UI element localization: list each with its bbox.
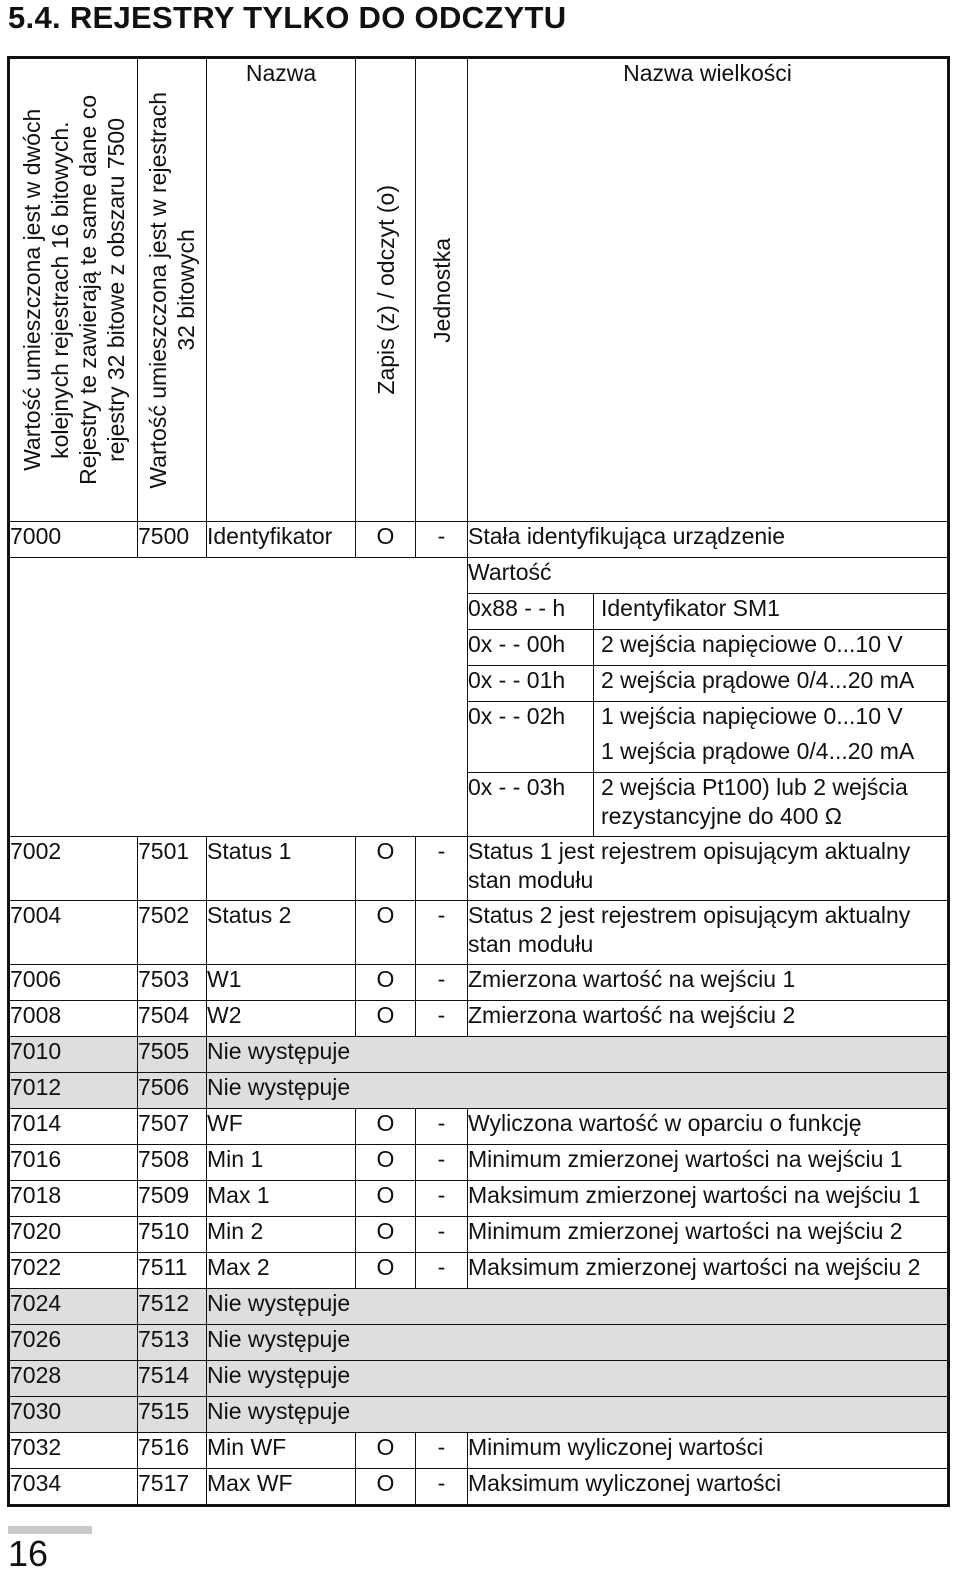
header-name: Nazwa (207, 58, 356, 522)
reg32-cell: 7503 (138, 965, 207, 1001)
reg16-cell: 7022 (9, 1253, 138, 1289)
page-number: 16 (8, 1533, 49, 1574)
description-cell: Zmierzona wartość na wejściu 1 (468, 965, 949, 1001)
description-cell: Stała identyfikująca urządzenie (468, 522, 949, 558)
name-cell: Min 1 (207, 1145, 356, 1181)
name-cell: Max 1 (207, 1181, 356, 1217)
name-cell: Max WF (207, 1469, 356, 1506)
unit-cell: - (416, 1469, 468, 1506)
reg16-cell: 7028 (9, 1361, 138, 1397)
table-row (9, 837, 949, 901)
reg32-cell: 7514 (138, 1361, 207, 1397)
reg16-cell: 7030 (9, 1397, 138, 1433)
description-cell: Maksimum zmierzonej wartości na wejściu 1 (468, 1181, 949, 1217)
table-row (9, 1145, 949, 1181)
registers-table (7, 56, 950, 1507)
value-meaning: Identyfikator SM1 (594, 594, 949, 630)
reg32-cell: 7509 (138, 1181, 207, 1217)
header-16bit: Wartość umieszczona jest w dwóch kolejnych rejestrach 16 bitowych. Rejestry te zawierają te same dane co rejestry 32 bitowe z obszaru 7500 (9, 58, 138, 522)
name-cell: Min 2 (207, 1217, 356, 1253)
unit-cell: - (416, 1145, 468, 1181)
table-row (9, 1001, 949, 1037)
reg32-cell: 7515 (138, 1397, 207, 1433)
unit-cell: - (416, 965, 468, 1001)
reg16-cell: 7024 (9, 1289, 138, 1325)
rw-cell: O (356, 1145, 416, 1181)
reg32-cell: 7502 (138, 901, 207, 965)
value-meaning: 2 wejścia napięciowe 0...10 V (594, 630, 949, 666)
reg32-cell: 7504 (138, 1001, 207, 1037)
table-row (9, 1037, 949, 1073)
unit-cell: - (416, 1109, 468, 1145)
table-row (9, 1397, 949, 1433)
reg32-cell: 7510 (138, 1217, 207, 1253)
rw-cell: O (356, 1109, 416, 1145)
table-row (9, 1109, 949, 1145)
value-code: 0x - - 02h (468, 702, 594, 773)
value-meaning: 2 wejścia prądowe 0/4...20 mA (594, 666, 949, 702)
unit-cell: - (416, 837, 468, 901)
name-cell: Identyfikator (207, 522, 356, 558)
table-row (9, 1325, 949, 1361)
rw-cell: O (356, 1469, 416, 1506)
rw-cell: O (356, 1253, 416, 1289)
reg16-cell: 7014 (9, 1109, 138, 1145)
reg32-cell: 7517 (138, 1469, 207, 1506)
unit-cell: - (416, 901, 468, 965)
rw-cell: O (356, 1217, 416, 1253)
name-cell: Nie występuje (207, 1397, 949, 1433)
rw-cell: O (356, 1181, 416, 1217)
name-cell: Nie występuje (207, 1361, 949, 1397)
name-cell: W2 (207, 1001, 356, 1037)
name-cell: Status 1 (207, 837, 356, 901)
rw-cell: O (356, 1433, 416, 1469)
reg32-cell: 7516 (138, 1433, 207, 1469)
table-row (9, 1469, 949, 1506)
description-cell: Zmierzona wartość na wejściu 2 (468, 1001, 949, 1037)
reg32-cell: 7513 (138, 1325, 207, 1361)
unit-cell: - (416, 1253, 468, 1289)
unit-cell: - (416, 1181, 468, 1217)
reg32-cell: 7500 (138, 522, 207, 558)
rw-cell: O (356, 901, 416, 965)
value-code: 0x - - 00h (468, 630, 594, 666)
value-meaning: 1 wejścia prądowe 0/4...20 mA (594, 737, 949, 773)
name-cell: Nie występuje (207, 1325, 949, 1361)
reg16-cell: 7032 (9, 1433, 138, 1469)
section-title: 5.4. REJESTRY TYLKO DO ODCZYTU (8, 0, 567, 35)
value-code: 0x - - 01h (468, 666, 594, 702)
table-row (9, 901, 949, 965)
description-cell: Status 2 jest rejestrem opisującym aktualny stan modułu (468, 901, 949, 965)
value-meaning: 1 wejścia napięciowe 0...10 V (594, 702, 949, 738)
reg32-cell: 7507 (138, 1109, 207, 1145)
description-cell: Minimum zmierzonej wartości na wejściu 2 (468, 1217, 949, 1253)
blank-area (9, 558, 468, 837)
reg16-cell: 7016 (9, 1145, 138, 1181)
value-meaning: 2 wejścia Pt100) lub 2 wejścia rezystancyjne do 400 Ω (594, 773, 949, 837)
name-cell: Nie występuje (207, 1037, 949, 1073)
description-cell: Maksimum wyliczonej wartości (468, 1469, 949, 1506)
table-row (9, 1253, 949, 1289)
description-cell: Minimum wyliczonej wartości (468, 1433, 949, 1469)
table-row (9, 1289, 949, 1325)
table-row (9, 1361, 949, 1397)
description-cell: Status 1 jest rejestrem opisującym aktualny stan modułu (468, 837, 949, 901)
header-32bit: Wartość umieszczona jest w rejestrach 32 bitowych (138, 58, 207, 522)
name-cell: Nie występuje (207, 1289, 949, 1325)
unit-cell: - (416, 1001, 468, 1037)
reg16-cell: 7020 (9, 1217, 138, 1253)
reg16-cell: 7008 (9, 1001, 138, 1037)
table-row (9, 1217, 949, 1253)
rw-cell: O (356, 965, 416, 1001)
name-cell: WF (207, 1109, 356, 1145)
description-cell: Minimum zmierzonej wartości na wejściu 1 (468, 1145, 949, 1181)
header-rw: Zapis (z) / odczyt (o) (356, 58, 416, 522)
value-code: 0x - - 03h (468, 773, 594, 837)
reg16-cell: 7034 (9, 1469, 138, 1506)
reg16-cell: 7018 (9, 1181, 138, 1217)
header-unit: Jednostka (416, 58, 468, 522)
reg32-cell: 7501 (138, 837, 207, 901)
header-description: Nazwa wielkości (468, 58, 949, 522)
reg16-cell: 7026 (9, 1325, 138, 1361)
rw-cell: O (356, 1001, 416, 1037)
name-cell: Nie występuje (207, 1073, 949, 1109)
reg32-cell: 7508 (138, 1145, 207, 1181)
value-code: 0x88 - - h (468, 594, 594, 630)
table-row (9, 965, 949, 1001)
reg16-cell: 7012 (9, 1073, 138, 1109)
reg16-cell: 7000 (9, 522, 138, 558)
rw-cell: O (356, 522, 416, 558)
reg16-cell: 7010 (9, 1037, 138, 1073)
reg32-cell: 7505 (138, 1037, 207, 1073)
table-row (9, 1433, 949, 1469)
table-row (9, 1181, 949, 1217)
reg32-cell: 7511 (138, 1253, 207, 1289)
description-cell: Wyliczona wartość w oparciu o funkcję (468, 1109, 949, 1145)
name-cell: W1 (207, 965, 356, 1001)
reg16-cell: 7002 (9, 837, 138, 901)
name-cell: Status 2 (207, 901, 356, 965)
name-cell: Max 2 (207, 1253, 356, 1289)
name-cell: Min WF (207, 1433, 356, 1469)
unit-cell: - (416, 1433, 468, 1469)
reg32-cell: 7512 (138, 1289, 207, 1325)
table-row (9, 1073, 949, 1109)
description-cell: Maksimum zmierzonej wartości na wejściu 2 (468, 1253, 949, 1289)
unit-cell: - (416, 522, 468, 558)
unit-cell: - (416, 1217, 468, 1253)
reg32-cell: 7506 (138, 1073, 207, 1109)
rw-cell: O (356, 837, 416, 901)
table-row (9, 522, 949, 558)
reg16-cell: 7006 (9, 965, 138, 1001)
value-label: Wartość (468, 558, 949, 594)
reg16-cell: 7004 (9, 901, 138, 965)
